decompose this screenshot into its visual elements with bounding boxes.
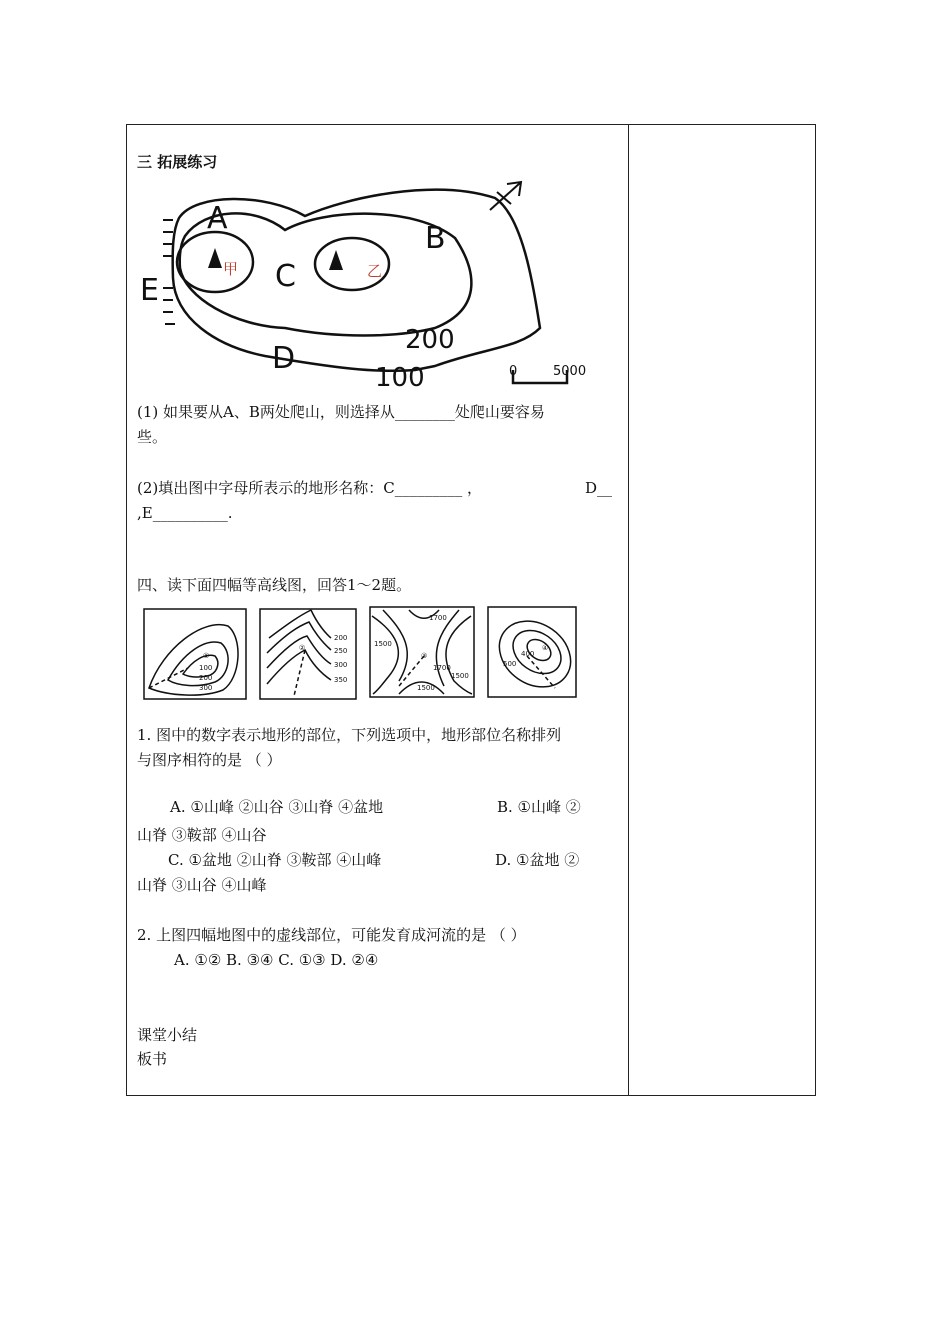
board-title: 板书 — [137, 1050, 168, 1068]
map4-label-500: 500 — [503, 660, 517, 668]
map1-label-300: 300 — [199, 684, 213, 692]
map3-label-1500b: 1500 — [451, 672, 469, 680]
map2-label-350: 350 — [334, 676, 348, 684]
map1-marker: ① — [203, 652, 210, 660]
scale-zero: 0 — [509, 364, 518, 379]
s4-q1-line1: 1. 图中的数字表示地形的部位，下列选项中，地形部位名称排列 — [137, 726, 562, 744]
contour-map-2 — [259, 608, 357, 700]
map1-label-200: 200 — [199, 674, 213, 682]
s4-q2-line1: 2. 上图四幅地图中的虚线部位，可能发育成河流的是 （ ） — [137, 926, 526, 944]
map3-label-1700b: 1700 — [433, 664, 451, 672]
scale-value: 5000 — [553, 364, 587, 379]
map-label-b: B — [425, 221, 446, 256]
s4-q1-line2: 与图序相符的是 （ ） — [137, 751, 282, 769]
s4-q2-options: A. ①② B. ③④ C. ①③ D. ②④ — [174, 951, 379, 969]
map2-label-300: 300 — [334, 661, 348, 669]
map-label-a: A — [207, 201, 228, 236]
s3-q2-line1a: (2)填出图中字母所表示的地形名称：C_________ ， — [137, 479, 482, 497]
map3-marker: ③ — [421, 652, 428, 660]
s4-q1-option-b: B. ①山峰 ② — [497, 798, 581, 816]
contour-map-1 — [143, 608, 247, 700]
s4-q1-option-c: C. ①盆地 ②山脊 ③鞍部 ④山峰 — [168, 851, 382, 869]
map3-label-1500a: 1500 — [374, 640, 392, 648]
s3-q2-line2: ,E__________. — [137, 504, 233, 522]
map-label-d: D — [272, 341, 296, 376]
s3-q1-line2: 些。 — [137, 428, 168, 446]
s3-q1-line1: (1) 如果要从A、B两处爬山，则选择从________处爬山要容易 — [137, 403, 545, 421]
map3-label-1700a: 1700 — [429, 614, 447, 622]
s4-q1-option-d2: 山脊 ③山谷 ④山峰 — [137, 876, 267, 894]
map-label-jia: 甲 — [223, 260, 239, 278]
section3-title: 三 拓展练习 — [137, 153, 218, 171]
map1-label-100: 100 — [199, 664, 213, 672]
summary-title: 课堂小结 — [137, 1026, 198, 1044]
s4-q1-option-d: D. ①盆地 ② — [495, 851, 580, 869]
contour-label-200: 200 — [405, 325, 455, 355]
contour-label-100: 100 — [375, 363, 425, 393]
topographic-map — [135, 178, 615, 393]
section4-title: 四、读下面四幅等高线图，回答1～2题。 — [137, 576, 412, 594]
column-divider — [628, 124, 629, 1096]
s3-q2-line1b: D__ — [585, 479, 613, 497]
map2-label-200: 200 — [334, 634, 348, 642]
map-label-c: C — [275, 259, 296, 294]
map-label-yi: 乙 — [367, 262, 383, 280]
contour-map-4 — [487, 606, 579, 698]
map3-label-1500c: 1500 — [417, 684, 435, 692]
s4-q1-option-b2: 山脊 ③鞍部 ④山谷 — [137, 826, 267, 844]
map4-marker: ④ — [542, 644, 549, 652]
map-label-e: E — [140, 273, 159, 308]
contour-map-3 — [369, 606, 475, 698]
map2-marker: ② — [299, 644, 306, 652]
map4-label-400: 400 — [521, 650, 535, 658]
s4-q1-option-a: A. ①山峰 ②山谷 ③山脊 ④盆地 — [170, 798, 384, 816]
map2-label-250: 250 — [334, 647, 348, 655]
